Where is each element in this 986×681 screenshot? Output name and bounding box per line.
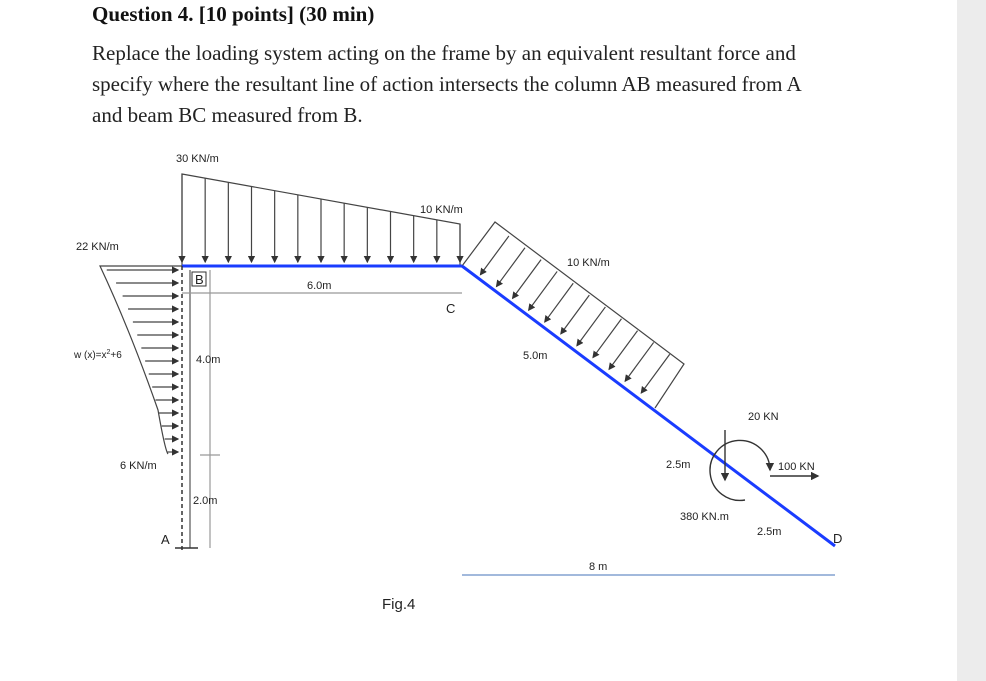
moment-380-label: 380 KN.m xyxy=(680,511,729,523)
dim-2-5m-label-b: 2.5m xyxy=(757,526,782,538)
point-A-label: A xyxy=(161,532,170,547)
dim-5m-label: 5.0m xyxy=(523,350,548,362)
question-title: Question 4. [10 points] (30 min) xyxy=(92,2,375,26)
dim-2m-label: 2.0m xyxy=(193,495,218,507)
load-30-label: 30 KN/m xyxy=(176,153,219,165)
load-10-incline-label: 10 KN/m xyxy=(567,257,610,269)
point-D-label: D xyxy=(833,531,843,546)
dim-4m-label: 4.0m xyxy=(196,354,221,366)
incline-CD xyxy=(462,266,835,546)
figure-caption: Fig.4 xyxy=(382,596,416,613)
top-distributed-load xyxy=(182,174,460,266)
incline-load-arrow xyxy=(529,271,557,310)
incline-load-arrow xyxy=(497,248,525,287)
incline-distributed-load xyxy=(462,222,684,408)
force-20-label: 20 KN xyxy=(748,411,779,423)
dim-6m-label: 6.0m xyxy=(307,280,332,292)
load-10-top-label: 10 KN/m xyxy=(420,204,463,216)
incline-load-arrow xyxy=(641,354,669,393)
incline-load-arrow xyxy=(625,342,653,381)
frame-members xyxy=(175,266,835,550)
point-B-label: B xyxy=(195,272,204,287)
dim-2-5m-label-a: 2.5m xyxy=(666,459,691,471)
dimension-lines xyxy=(182,270,835,575)
load-6-label: 6 KN/m xyxy=(120,460,157,472)
incline-load-arrow xyxy=(561,295,589,334)
incline-load-arrow xyxy=(545,283,573,322)
incline-load-arrow xyxy=(513,260,541,299)
point-C-label: C xyxy=(446,301,456,316)
question-line: Replace the loading system acting on the frame by an equivalent resultant force and xyxy=(92,41,796,65)
dim-8m-label: 8 m xyxy=(589,561,608,573)
incline-load-arrow xyxy=(593,319,621,358)
question-line: specify where the resultant line of action intersects the column AB measured from A xyxy=(92,72,802,96)
force-100-label: 100 KN xyxy=(778,461,815,473)
load-22-label: 22 KN/m xyxy=(76,241,119,253)
incline-load-arrow xyxy=(577,307,605,346)
figure-labels xyxy=(73,153,842,613)
incline-load-arrow xyxy=(480,236,508,275)
question-line: and beam BC measured from B. xyxy=(92,103,363,127)
wx-label: w $(x)=x^2+6$ xyxy=(74,349,122,361)
incline-load-arrow xyxy=(609,331,637,370)
